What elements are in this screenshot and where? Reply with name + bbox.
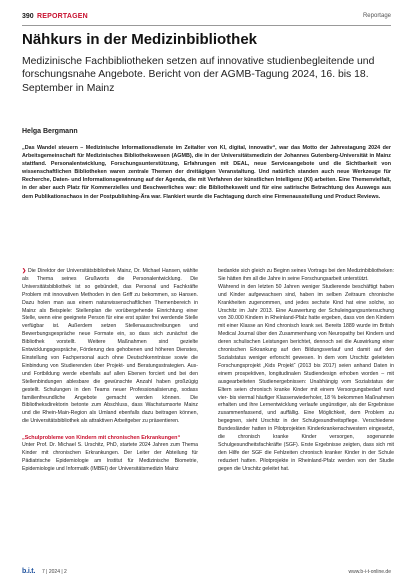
paragraph-text: Die Direktor der Universitätsbibliothek Mainz, Dr. Michael Hansen, wählte als Thema seines Grußworts die Personalentwicklung. Die Universitätsbibliothek ist so gebündelt, das Personal und Fachkräfte Problem mit innovativen Methoden in den Griff zu bekommen, so Hansen. Dazu holen man aus einem naturwissenschaftlichen Themenbereich in Mainz als Beispiele: Stellenplan die vorübergehende Einrichtung einer Stelle, wenn eine geeignete Person für eine erst später frei werdende Stelle verfügbar ist. Außerdem setzen Stellenausschreibungen und Bewerbungsgespräche neue Formate ein, so dass sich zunächst die Bibliothek vorstellt. Weitere Maßnahmen sind gezielte Entwicklungsgespräche, Förderung des gehobenen und höheren Dienstes, Einstellung von Fachpersonal auch ohne Deutschkenntnisse sowie die Einbindung von Studierenden über Projekt- und Beratungsstrategien. Aus- und Fortbildung werde ebenfalls auf allen Ebenen forciert und bei den Stellenbindungen ablesbare die gewünschte Anzahl haben großzügig gestellt. Schulungen in den Teams neuer Professionalisierung, sodass familienfreundliche Angebote gemacht werden können. Die Bibliotheksdirektorin betonte zum Abschluss, dass Wachstumsorte Mainz und die Rhein-Main-Region als Umland ebenfalls dazu beitragen können, die Universitätsbibliothek als attraktiven Arbeitgeber zu präsentieren. [22,268,198,425]
article-title: Nähkurs in der Medizinbibliothek [22,31,258,48]
body-paragraph [22,268,198,426]
section-label: REPORTAGEN [37,13,88,20]
section-subheading: „Schulprobleme von Kindern mit chronischen Erkrankungen“ [22,435,181,442]
body-paragraph: Während in den letzten 50 Jahren weniger Studierende beschäftigt haben und Kinder aufgewachsen sind, haben im selben Zeitraum chronische Krankheiten zugenommen, und jedes sechste Kind hat eine solche, so Urschitz im Jahr 2013. Eine Auswertung der Schuleingangsuntersuchung von 30.000 Kindern in Rheinland-Pfalz hatte ergeben, dass von den Kindern mit einer Klasse an Kind chronisch krank sei. Bereits 1889 wurde im British Medical Journal über den Zusammenhang von Neuropathy bei Kindern und deren schulischen Leistungen berichtet, dennoch sei die Auswirkung einer chronischen Erkrankung auf den Bildungsverlauf und damit auf den Sozialstatus weniger erforscht gewesen. In dem vom Urschitz geleiteten Forschungsprojekt „Kids Projekt“ (2013 bis 2017) seien anhand Daten in einem prospektiven, longitudinalen Studiendesign erhoben worden – mit ausgearbeiteten Studienergebnissen: Unabhängig vom Sozialstatus der Eltern seien chronisch kranke Kinder mit einem Versorgungsbedarf rund vier- bis viermal häufiger Klassenwiederholer, 18 % bekommen Maßnahmen erhalten und ihre Lernentwicklung verlaufe ungünstiger, als der Ergebnisse zusammenfassend, und auffällig. Eine Möglichkeit, dem Problem zu begegnen, sieht Urschitz in der Schulgesundheitspflege. Verschiedene Bundesländer hatten in Pilotprojekten Kinderkrankenschwestern eingesetzt, die chronisch kranke Kinder versorgen, sogenannte Schulgesundheitsfachkräfte (SGF). Erste Ergebnisse zeigten, dass sich mit den Hilfe der SGF die Fehlzeiten chronisch kranker Kinder in der Schule reduziert hatten. Pilotprojekte in Rheinland-Pfalz werden von der Studie gegen die Urschitz geleitet hat. [218,283,394,472]
website-link[interactable]: www.b-i-t-online.de [348,569,391,575]
article-subtitle: Medizinische Fachbibliotheken setzen auf innovative studienbegleitende und forschungsnahe Angebote. Bericht von der AGMB-Tagung 2024, 16. bis 18. September in Mainz [22,56,375,94]
page-number: 390 [22,13,34,20]
magazine-logo: b.i.t. [22,568,36,575]
paragraph-marker-icon: ❯ [22,268,29,274]
body-column-left [22,268,198,474]
body-paragraph: Unter Prof. Dr. Michael S. Urschitz, PhD, startete 2024 Jahren zum Thema Kinder mit chronischen Erkrankungen. Der Leiter der Abteilung für Pädiatrische Epidemiologie am Institut für Medizinische Biometrie, Epidemiologie und Informatik (IMBEI) der Universitätsmedizin Mainz [22,442,198,472]
header-rule [22,25,391,26]
running-header [22,13,391,25]
page-footer [22,568,391,578]
issue-info: 7 | 2024 | 2 [42,569,67,575]
article-author: Helga Bergmann [22,128,78,135]
article-intro: „Das Wandel steuern – Medizinische Informationsdienste im Zeitalter von KI, digital, innovativ“, war das Motto der Jahrestagung 2024 der Arbeitsgemeinschaft für Medizinisches Bibliothekswesen (AGMB), die in der Universitätsmedizin der Johannes Gutenberg-Universität in Mainz stattfand. Personalentwicklung, Forschungsunterstützung, Erfahrungen mit DEAL, neue Serviceangebote und die Sichtbarkeit von wissenschaftlichen Bibliotheken waren zentrale Themen der dreitägigen Veranstaltung. Und natürlich standen auch neue Werkzeuge für Recherche, Daten- und Informationsgewinnung auf der Agenda, die mit Verfahren der künstlichen Intelligenz (KI) arbeiten. Eine Themenvielfalt, in der aber auch Platz für Kommerzielles und Beschwerliches war: die Bibliothekswelt und für eine satirische Betrachtung des Auswegs aus dem Publikationschaos in der Postpublishing-Ära war. Flankiert wurde die Fachtagung durch eine Firmenausstellung und Product Reviews. [22,145,391,200]
running-head: Reportage [362,13,391,19]
body-column-right [218,268,394,474]
body-paragraph: bedankte sich gleich zu Beginn seines Vortrags bei den Medizinbibliotheken: Sie hätten ihm all die Jahre in seine Forschungsarbeit unterstützt. [218,268,394,282]
